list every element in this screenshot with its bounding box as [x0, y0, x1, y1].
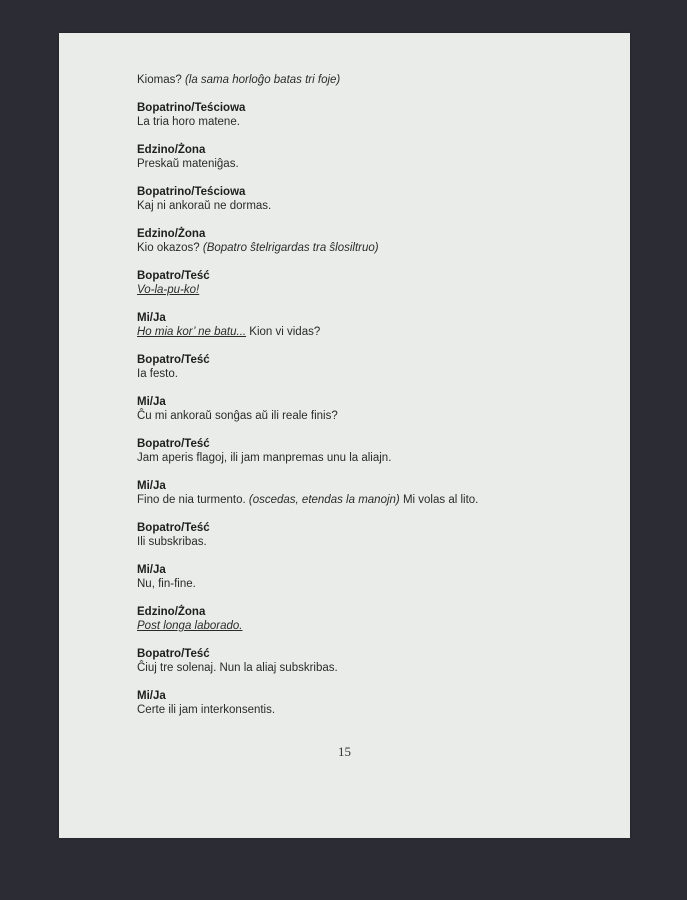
- dialogue-block: [137, 73, 607, 87]
- speaker-name: Bopatro/Teść: [137, 522, 210, 534]
- line-text: Kiomas?: [137, 74, 185, 86]
- speaker-name: Mi/Ja: [137, 396, 166, 408]
- dialogue-block: [137, 395, 607, 423]
- dialogue-line: [137, 241, 607, 255]
- dialogue-line: [137, 493, 607, 507]
- script-text: [137, 73, 607, 731]
- dialogue-line: Kaj ni ankoraŭ ne dormas.: [137, 200, 272, 212]
- underlined-text: Ho mia kor’ ne batu...: [137, 326, 247, 338]
- dialogue-line: La tria horo matene.: [137, 116, 240, 128]
- dialogue-block: [137, 437, 607, 465]
- dialogue-line: [137, 283, 607, 297]
- line-text: Fino de nia turmento.: [137, 494, 249, 506]
- dialogue-block: [137, 647, 607, 675]
- underlined-text: Vo-la-pu-ko!: [137, 284, 200, 296]
- dialogue-block: [137, 563, 607, 591]
- dialogue-line: [137, 325, 607, 339]
- dialogue-block: [137, 101, 607, 129]
- dialogue-block: [137, 521, 607, 549]
- page-number: 15: [338, 744, 351, 759]
- dialogue-block: [137, 227, 607, 255]
- speaker-name: Edzino/Żona: [137, 606, 206, 618]
- speaker-name: Bopatro/Teść: [137, 354, 210, 366]
- dialogue-block: [137, 479, 607, 507]
- dialogue-line: Ĉiuj tre solenaj. Nun la aliaj subskribas.: [137, 662, 338, 674]
- stage-direction: (Bopatro ŝtelrigardas tra ŝlosiltruo): [202, 242, 379, 254]
- dialogue-line: Ĉu mi ankoraŭ sonĝas aŭ ili reale finis?: [137, 410, 338, 422]
- dialogue-line: Nu, fin-fine.: [137, 578, 196, 590]
- dialogue-block: [137, 605, 607, 633]
- dialogue-line: Ia festo.: [137, 368, 178, 380]
- dialogue-line: Jam aperis flagoj, ili jam manpremas unu la aliajn.: [137, 452, 392, 464]
- speaker-name: Edzino/Żona: [137, 228, 206, 240]
- speaker-name: Mi/Ja: [137, 480, 166, 492]
- speaker-name: Bopatrino/Teściowa: [137, 186, 246, 198]
- dialogue-block: [137, 353, 607, 381]
- line-text: Kion vi vidas?: [246, 326, 321, 338]
- stage-direction: (oscedas, etendas la manojn): [248, 494, 400, 506]
- dialogue-line: [137, 619, 607, 633]
- speaker-name: Edzino/Żona: [137, 144, 206, 156]
- speaker-name: Bopatro/Teść: [137, 648, 210, 660]
- speaker-name: Bopatro/Teść: [137, 270, 210, 282]
- dialogue-block: [137, 143, 607, 171]
- dialogue-line: Certe ili jam interkonsentis.: [137, 704, 276, 716]
- dialogue-block: [137, 689, 607, 717]
- speaker-name: Mi/Ja: [137, 690, 166, 702]
- line-text: Kio okazos?: [137, 242, 203, 254]
- document-page: [59, 33, 630, 838]
- dialogue-block: [137, 185, 607, 213]
- dialogue-line: [137, 73, 607, 87]
- line-text: Mi volas al lito.: [399, 494, 479, 506]
- dialogue-block: [137, 311, 607, 339]
- underlined-text: Post longa laborado.: [137, 620, 243, 632]
- dialogue-block: [137, 269, 607, 297]
- stage-direction: (la sama horloĝo batas tri foje): [184, 74, 341, 86]
- speaker-name: Mi/Ja: [137, 312, 166, 324]
- speaker-name: Bopatrino/Teściowa: [137, 102, 246, 114]
- speaker-name: Mi/Ja: [137, 564, 166, 576]
- dialogue-line: Ili subskribas.: [137, 536, 207, 548]
- speaker-name: Bopatro/Teść: [137, 438, 210, 450]
- dialogue-line: Preskaŭ mateniĝas.: [137, 158, 239, 170]
